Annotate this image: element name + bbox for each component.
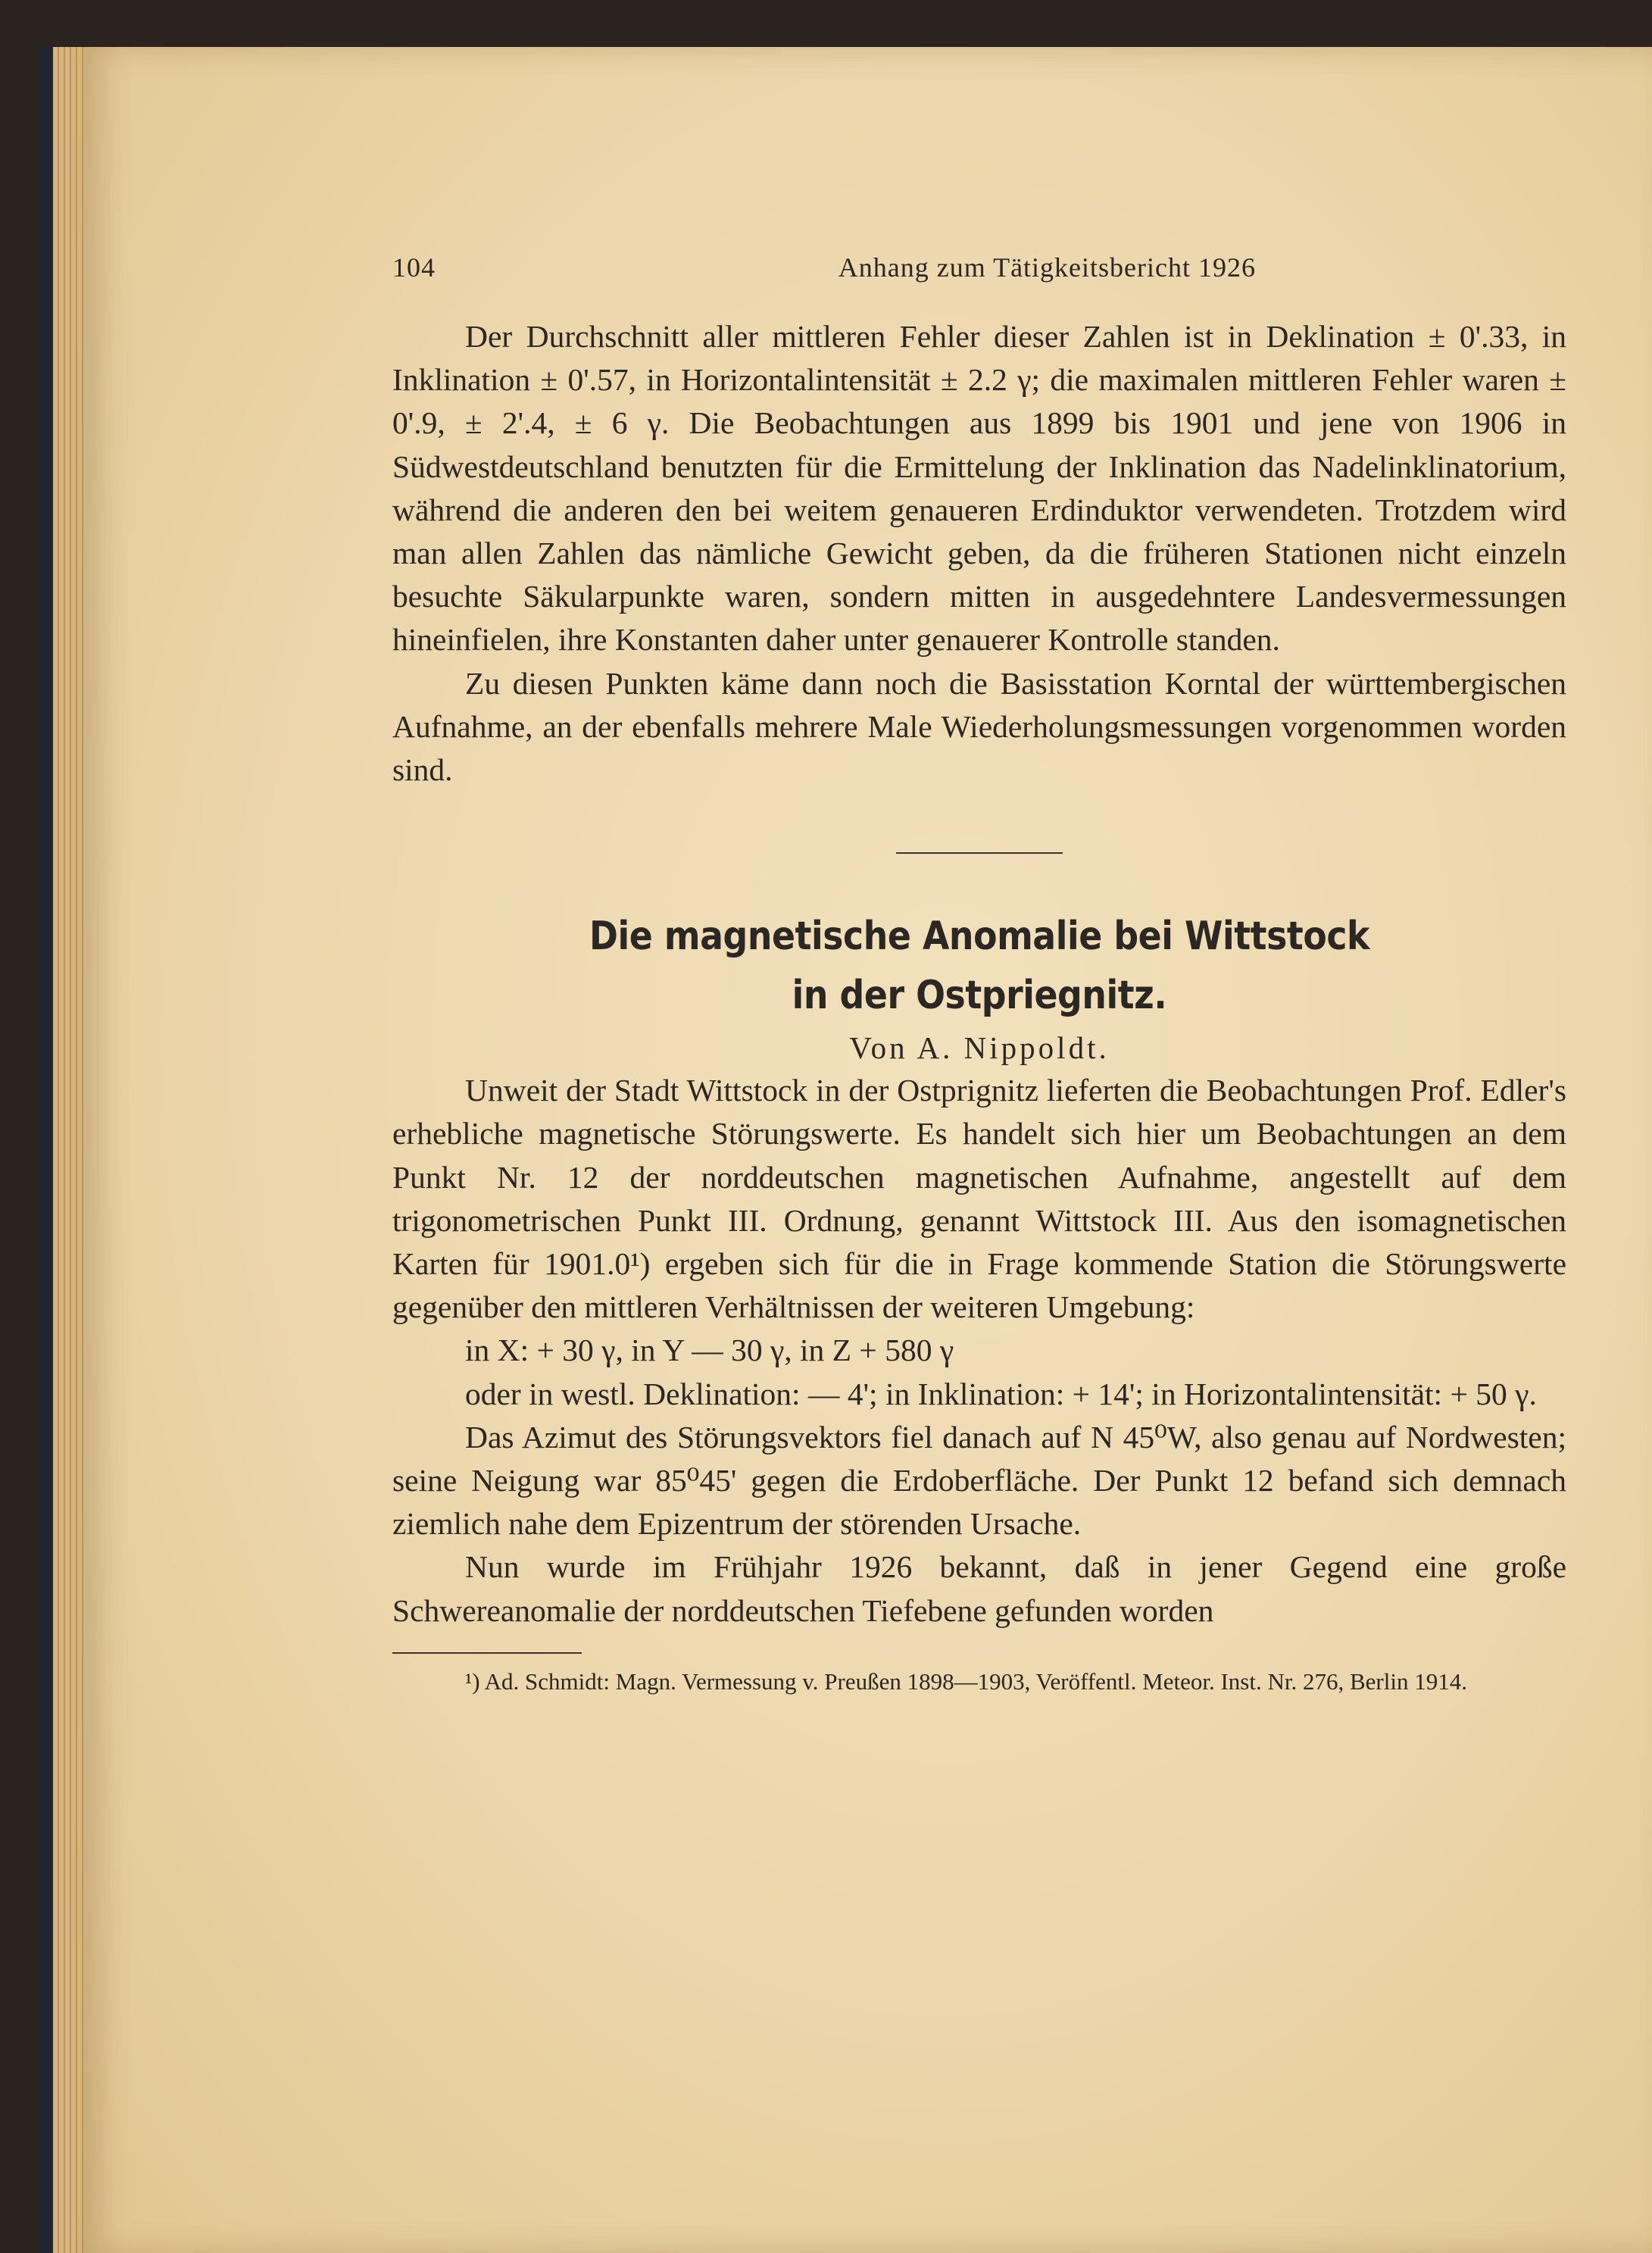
page-number: 104 <box>392 252 436 283</box>
book-page <box>83 47 1652 2253</box>
running-title: Anhang zum Tätigkeitsbericht 1926 <box>838 252 1256 283</box>
section-divider <box>896 852 1063 854</box>
paragraph: Unweit der Stadt Wittstock in der Ostprignitz lieferten die Beobachtungen Prof. Edler's erhebliche magnetische Störungswerte. Es handelt sich hier um Beobachtungen an dem Punkt Nr. 12 der norddeutschen magnetischen Aufnahme, angestellt auf dem trigonometrischen Punkt III. Ordnung, genannt Wittstock III. Aus den isomagnetischen Karten für 1901.0¹) ergeben sich für die in Frage kommende Station die Störungswerte gegenüber den mittleren Verhältnissen der weiteren Umgebung: <box>392 1073 1566 1325</box>
paragraph: Der Durchschnitt aller mittleren Fehler dieser Zahlen ist in Deklination ± 0'.33, in Inklination ± 0'.57, in Horizontalintensität ± 2.2 γ; die maximalen mittleren Fehler waren ± 0'.9, ± 2'.4, ± 6 γ. Die Beobachtungen aus 1899 bis 1901 und jene von 1906 in Südwestdeutschland benutzten für die Ermittelung der Inklination das Nadelinklinatorium, während die anderen den bei weitem genaueren Erdinduktor verwendeten. Trotzdem wird man allen Zahlen das nämliche Gewicht geben, da die früheren Stationen nicht einzeln besuchte Säkularpunkte waren, sondern mitten in ausgedehntere Landesvermessungen hineinfielen, ihre Konstanten daher unter genauerer Kontrolle standen. <box>392 319 1566 658</box>
paragraph: Das Azimut des Störungsvektors fiel danach auf N 45⁰W, also genau auf Nordwesten; seine Neigung war 85⁰45' gegen die Erdoberfläche. Der Punkt 12 befand sich demnach ziemlich nahe dem Epizentrum der störenden Ursache. <box>392 1419 1566 1542</box>
page-content <box>392 252 1566 1698</box>
article-title-line: in der Ostpriegnitz. <box>792 973 1167 1019</box>
article-byline: Von A. Nippoldt. <box>849 1030 1110 1066</box>
footnote-divider <box>392 1652 582 1654</box>
footnote-text: ¹) Ad. Schmidt: Magn. Vermessung v. Preußen 1898—1903, Veröffentl. Meteor. Inst. Nr. 276, Berlin 1914. <box>465 1667 1467 1695</box>
paragraph: in X: + 30 γ, in Y — 30 γ, in Z + 580 γ <box>465 1333 954 1368</box>
paragraph: Nun wurde im Frühjahr 1926 bekannt, daß in jener Gegend eine große Schwereanomalie der norddeutschen Tiefebene gefunden worden <box>392 1549 1566 1628</box>
paragraph: oder in westl. Deklination: — 4'; in Inklination: + 14'; in Horizontalintensität: + 50 γ. <box>465 1376 1537 1411</box>
footnote <box>392 1664 1566 1698</box>
paragraph: Zu diesen Punkten käme dann noch die Basisstation Korntal der württembergischen Aufnahme, an der ebenfalls mehrere Male Wiederholungsmessungen vorgenommen worden sind. <box>392 665 1566 788</box>
running-head <box>392 252 1566 283</box>
article-title-line: Die magnetische Anomalie bei Wittstock <box>589 914 1370 960</box>
article-title <box>463 907 1496 1025</box>
